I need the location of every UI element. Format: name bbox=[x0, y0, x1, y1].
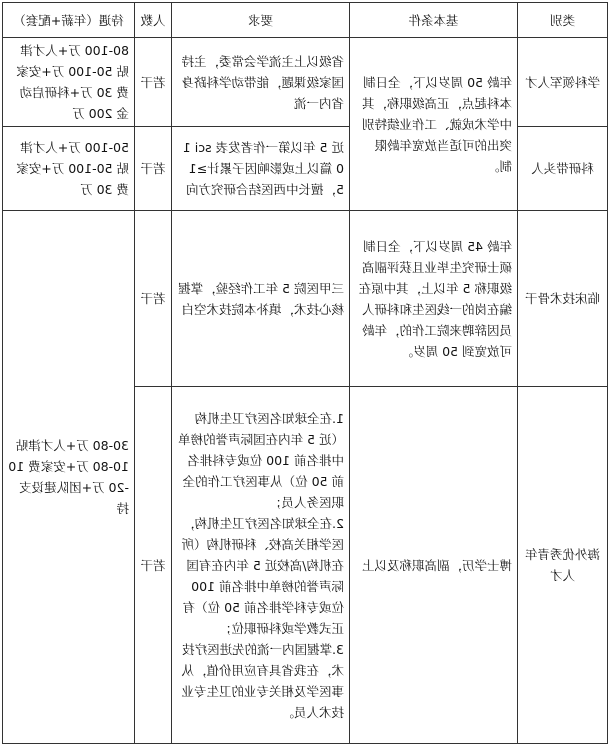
header-benefits: 待遇（年薪+配套） bbox=[3, 3, 135, 38]
header-category: 类别 bbox=[518, 3, 608, 38]
header-requirements: 要求 bbox=[172, 3, 350, 38]
benefits-cell: 30-80 万+人才津贴 10-80 万+安家费 10-20 万+团队建设支持 bbox=[3, 211, 135, 744]
conditions-cell: 年龄 45 周岁以下，全日制硕士研究生毕业且获评副高级职称 5 年以上，其中原在编在岗的一线医生和科研人员因辞聘来院工作的，年龄可放宽到 50 周岁。 bbox=[350, 211, 518, 387]
count-cell: 若干 bbox=[135, 38, 172, 127]
count-cell: 若干 bbox=[135, 127, 172, 211]
conditions-cell: 博士学历，副高职称及以上 bbox=[350, 387, 518, 744]
table-row bbox=[3, 38, 608, 127]
table-row bbox=[3, 211, 608, 387]
category-cell: 学科领军人才 bbox=[518, 38, 608, 127]
count-cell: 若干 bbox=[135, 387, 172, 744]
requirements-cell: 1.在全球知名医疗卫生机构（近 5 年内在国际声誉的榜单中排名前 100 位或专科排名前 50 位）从事医疗工作的全职医务人员； 2.在全球知名医疗卫生机构，医学相关高校、科研机构（所在机构/高校近 5 年内在有国际声誉的榜单中排名前 100 位或专科学排名前 50 位）有正式教学或科研职位； 3.掌握国内一流的先进医疗技术，在我省具有应用价值，从事医学及相关专业的卫生专业技术人员。 bbox=[172, 387, 350, 744]
table-row bbox=[3, 127, 608, 211]
category-cell: 科研带头人 bbox=[518, 127, 608, 211]
conditions-cell: 年龄 50 周岁以下，全日制本科起点，正高级职称，其中学术成就、工作业绩特别突出的可适当放宽年龄限制。 bbox=[350, 38, 518, 211]
category-cell: 临床技术骨干 bbox=[518, 211, 608, 387]
requirements-cell: 近 5 年以第一作者发表 sci 10 篇以上或影响因子累计≥15，擅长中西医结合研究方向 bbox=[172, 127, 350, 211]
benefits-cell: 50-100 万+人才津贴 50-100 万+安家费 30 万 bbox=[3, 127, 135, 211]
requirements-cell: 三甲医院 5 年工作经验，掌握核心技术，填补本院技术空白 bbox=[172, 211, 350, 387]
header-row bbox=[3, 3, 608, 38]
benefits-cell: 80-100 万+人才津贴 50-100 万+安家费 30 万+科研启动金 200 万 bbox=[3, 38, 135, 127]
header-conditions: 基本条件 bbox=[350, 3, 518, 38]
header-count: 人数 bbox=[135, 3, 172, 38]
count-cell: 若干 bbox=[135, 211, 172, 387]
category-cell: 海外优秀青年人才 bbox=[518, 387, 608, 744]
talent-recruitment-table bbox=[2, 2, 608, 744]
requirements-cell: 省级以上主流学会常委，主持国家级课题，能带动学科跻身省内一流 bbox=[172, 38, 350, 127]
